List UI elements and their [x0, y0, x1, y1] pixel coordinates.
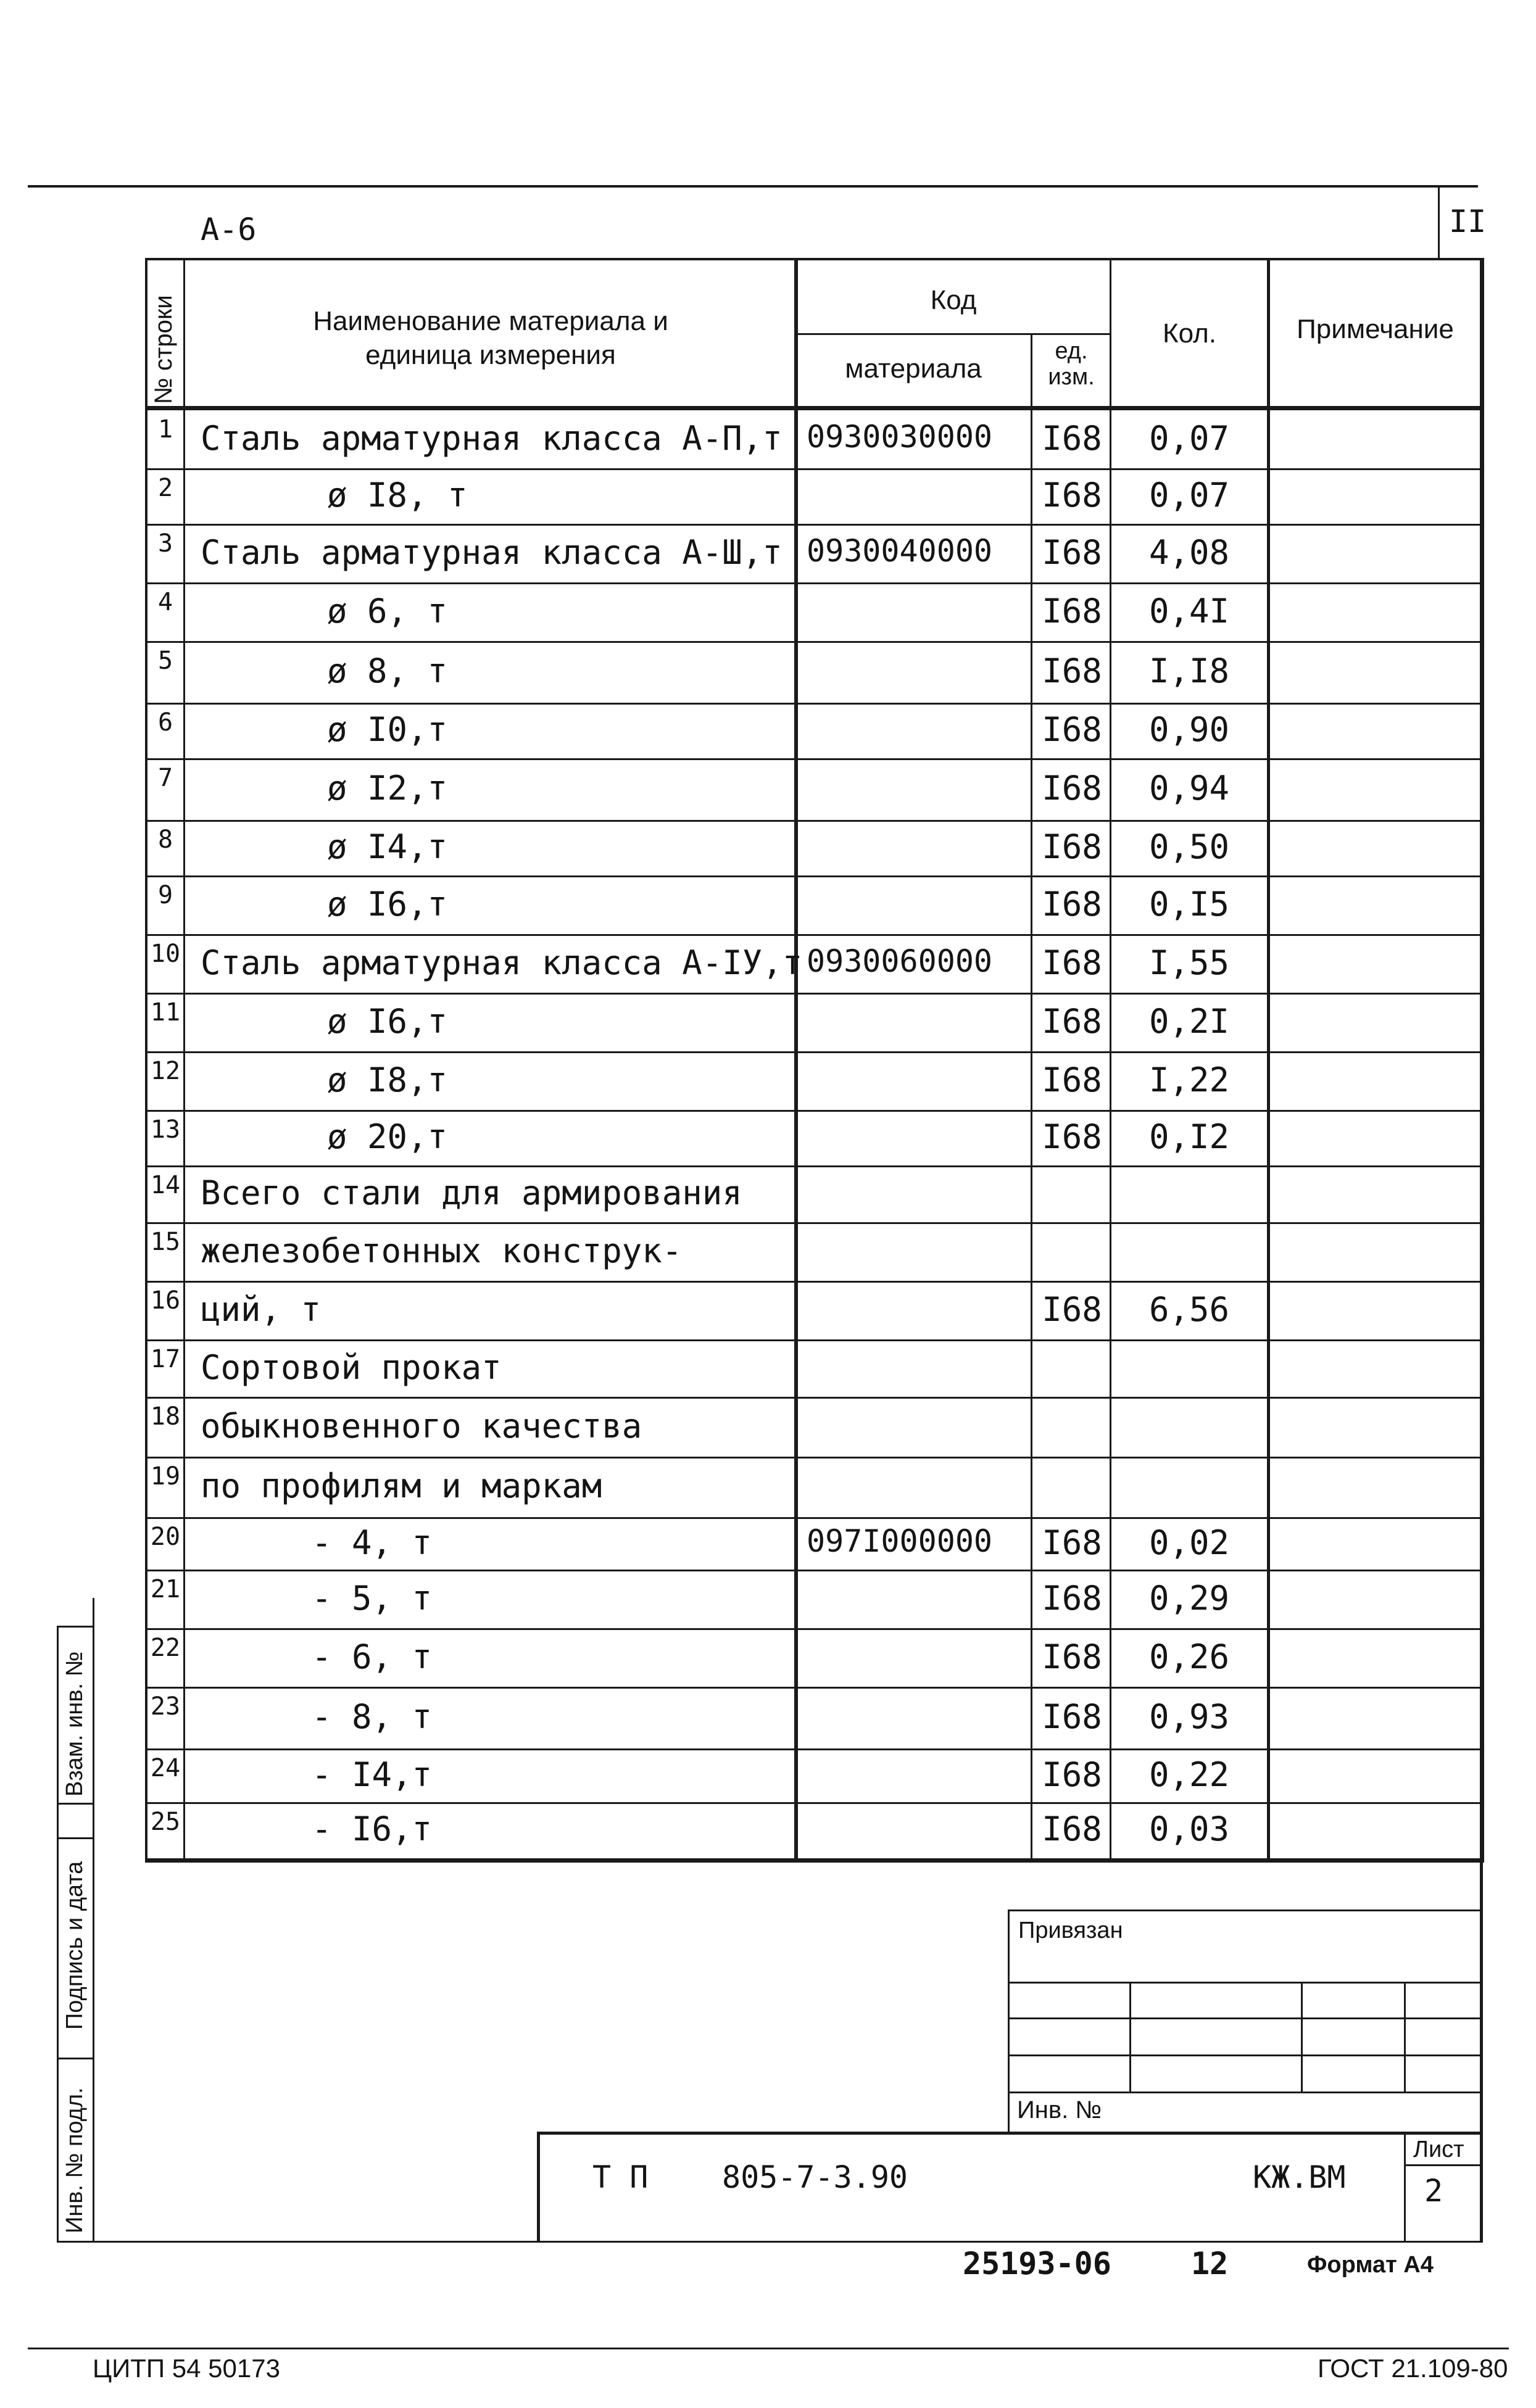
material-name: по профилям и маркам [201, 1467, 602, 1505]
header-name-line2: единица измерения [365, 340, 616, 370]
row-divider [145, 934, 1484, 936]
material-name: обыкновенного качества [201, 1406, 642, 1446]
material-name: ø 8, т [327, 652, 448, 690]
quantity: 0,93 [1148, 1697, 1230, 1736]
unit-code: I68 [1042, 710, 1102, 749]
header-code: Код [930, 285, 977, 315]
unit-code: I68 [1042, 1117, 1102, 1156]
unit-code: I68 [1042, 884, 1102, 924]
material-name: Сортовой прокат [201, 1347, 502, 1387]
table-id: А-6 [201, 212, 257, 247]
material-name: - 6, т [312, 1637, 433, 1676]
label-replace-inv: Взам. инв. № [62, 1651, 88, 1797]
row-divider [145, 758, 1484, 760]
quantity: 0,4I [1148, 591, 1230, 631]
row-divider [145, 1517, 1484, 1519]
footer-format: Формат А4 [1307, 2252, 1434, 2278]
stamp-tied-label: Привязан [1018, 1918, 1123, 1943]
header-name-line1: Наименование материала и [313, 306, 668, 336]
stamp-mark: КЖ.ВМ [1253, 2159, 1346, 2195]
quantity: I,I8 [1148, 652, 1230, 690]
material-code: 0930030000 [807, 418, 993, 455]
material-name: ø I2,т [327, 769, 448, 808]
quantity: 0,94 [1148, 769, 1230, 808]
row-number: 4 [157, 588, 173, 616]
row-divider [145, 524, 1484, 526]
material-name: - 5, т [312, 1578, 433, 1618]
quantity: 0,22 [1148, 1755, 1230, 1794]
unit-code: I68 [1042, 1001, 1102, 1041]
material-name: ø I8,т [327, 1060, 448, 1099]
header-code-material: материала [845, 354, 982, 384]
unit-code: I68 [1042, 943, 1102, 982]
quantity: 0,I5 [1148, 884, 1230, 924]
quantity: 0,I2 [1148, 1117, 1230, 1156]
quantity: 0,03 [1148, 1810, 1230, 1848]
material-name: ø I6,т [327, 884, 448, 924]
row-number: 23 [150, 1692, 181, 1721]
unit-code: I68 [1042, 827, 1102, 866]
quantity: I,55 [1148, 943, 1230, 982]
row-number: 5 [157, 647, 173, 675]
row-number: 6 [157, 708, 173, 737]
material-name: - I4,т [312, 1755, 433, 1794]
row-divider [145, 1165, 1484, 1167]
row-number: 24 [150, 1754, 181, 1782]
row-number: 1 [157, 415, 173, 444]
row-number: 3 [157, 529, 173, 558]
stamp-designation-prefix: Т П [592, 2159, 649, 2195]
row-number: 16 [150, 1286, 181, 1315]
row-divider [145, 1748, 1484, 1750]
unit-code: I68 [1042, 1578, 1102, 1618]
unit-code: I68 [1042, 652, 1102, 690]
row-divider [145, 1397, 1484, 1399]
material-name: Сталь арматурная класса А-Ш,т [201, 532, 783, 572]
row-number: 13 [150, 1115, 181, 1144]
row-divider [145, 820, 1484, 822]
row-divider [145, 1687, 1484, 1689]
material-name: ø I0,т [327, 710, 448, 749]
row-number: 17 [150, 1345, 181, 1373]
unit-code: I68 [1042, 1523, 1102, 1562]
material-name: Всего стали для армирования [201, 1173, 742, 1212]
quantity: 0,07 [1148, 476, 1230, 515]
material-name: ø I6,т [327, 1001, 448, 1041]
row-number: 15 [150, 1228, 181, 1256]
row-number: 10 [150, 940, 181, 968]
material-name: Сталь арматурная класса А-П,т [201, 418, 783, 458]
material-name: ций, т [201, 1289, 322, 1329]
material-code: 097I000000 [807, 1523, 993, 1559]
header-note: Примечание [1297, 314, 1454, 344]
row-number: 8 [157, 825, 173, 854]
header-code-unit-2: изм. [1048, 364, 1095, 390]
row-divider [145, 1628, 1484, 1630]
footer-gost: ГОСТ 21.109-80 [1318, 2354, 1508, 2383]
row-number: 25 [150, 1808, 181, 1836]
header-qty: Кол. [1162, 318, 1217, 349]
quantity: 6,56 [1148, 1289, 1230, 1329]
row-number: 20 [150, 1523, 181, 1551]
material-name: - I6,т [312, 1810, 433, 1848]
row-divider [145, 1339, 1484, 1341]
material-name: ø 20,т [327, 1117, 448, 1156]
row-divider [145, 1802, 1484, 1804]
unit-code: I68 [1042, 1697, 1102, 1736]
unit-code: I68 [1042, 1810, 1102, 1848]
row-number: 11 [150, 998, 181, 1027]
row-divider [145, 1457, 1484, 1458]
material-name: Сталь арматурная класса А-IУ,т [201, 943, 803, 982]
footer-order-number: 25193-06 [963, 2246, 1111, 2282]
unit-code: I68 [1042, 591, 1102, 631]
label-orig-inv: Инв. № подл. [62, 2087, 88, 2233]
material-name: ø I4,т [327, 827, 448, 866]
stamp-sheet-value: 2 [1424, 2173, 1443, 2209]
row-divider [145, 993, 1484, 995]
unit-code: I68 [1042, 1637, 1102, 1676]
row-number: 12 [150, 1057, 181, 1085]
row-number: 22 [150, 1634, 181, 1662]
row-number: 7 [157, 764, 173, 792]
material-code: 0930040000 [807, 532, 993, 569]
row-number: 19 [150, 1462, 181, 1491]
label-sign-date: Подпись и дата [62, 1861, 88, 2030]
quantity: 0,50 [1148, 827, 1230, 866]
material-name: - 8, т [312, 1697, 433, 1736]
row-number: 2 [157, 474, 173, 502]
footer-page-number: 12 [1191, 2246, 1229, 2282]
material-name: ø 6, т [327, 591, 448, 631]
stamp-inv-no-label: Инв. № [1017, 2096, 1102, 2124]
quantity: 0,29 [1148, 1578, 1230, 1618]
row-divider [145, 1281, 1484, 1283]
unit-code: I68 [1042, 476, 1102, 515]
header-code-unit-1: ед. [1055, 338, 1088, 364]
row-divider [145, 1110, 1484, 1112]
unit-code: I68 [1042, 769, 1102, 808]
material-name: - 4, т [312, 1523, 433, 1562]
quantity: 0,90 [1148, 710, 1230, 749]
row-number: 21 [150, 1575, 181, 1603]
stamp-sheet-label: Лист [1413, 2137, 1464, 2162]
row-number: 18 [150, 1402, 181, 1431]
quantity: 0,02 [1148, 1523, 1230, 1562]
unit-code: I68 [1042, 1060, 1102, 1099]
row-divider [145, 582, 1484, 584]
material-name: ø I8, т [327, 476, 468, 515]
quantity: 0,07 [1148, 418, 1230, 458]
row-divider [145, 703, 1484, 705]
unit-code: I68 [1042, 532, 1102, 572]
row-divider [145, 1051, 1484, 1053]
quantity: 4,08 [1148, 532, 1230, 572]
row-number: 14 [150, 1171, 181, 1199]
material-name: железобетонных конструк- [201, 1231, 683, 1270]
unit-code: I68 [1042, 418, 1102, 458]
row-divider [145, 468, 1484, 470]
footer-left-code: ЦИТП 54 50173 [93, 2354, 280, 2383]
row-divider [145, 1570, 1484, 1571]
row-number: 9 [157, 881, 173, 909]
row-divider [145, 875, 1484, 877]
sheet-corner-number: II [1449, 204, 1487, 239]
quantity: 0,2I [1148, 1001, 1230, 1041]
row-divider [145, 641, 1484, 643]
row-divider [145, 1222, 1484, 1224]
quantity: 0,26 [1148, 1637, 1230, 1676]
header-row-number: № строки [150, 295, 177, 404]
quantity: I,22 [1148, 1060, 1230, 1099]
unit-code: I68 [1042, 1289, 1102, 1329]
unit-code: I68 [1042, 1755, 1102, 1794]
material-code: 0930060000 [807, 943, 993, 979]
stamp-designation-number: 805-7-3.90 [722, 2159, 908, 2195]
